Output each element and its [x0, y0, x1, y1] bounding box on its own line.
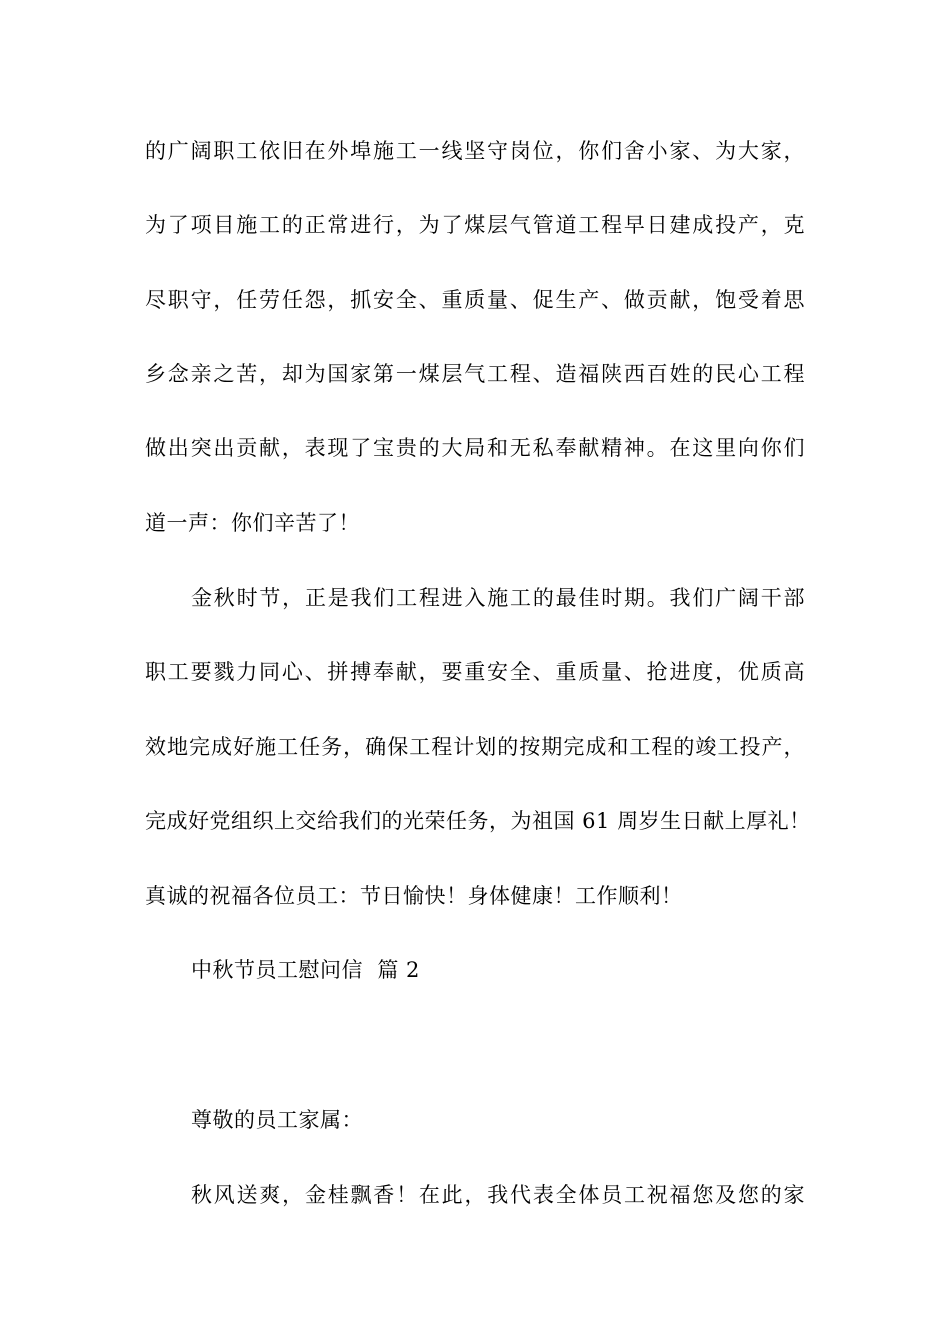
salutation: 尊敬的员工家属：: [191, 1108, 363, 1132]
paragraph-line: 尽职守，任劳任怨，抓安全、重质量、促生产、做贡献，饱受着思: [145, 288, 805, 312]
paragraph-line: 乡念亲之苦，却为国家第一煤层气工程、造福陕西百姓的民心工程: [145, 362, 805, 386]
paragraph-line: 秋风送爽，金桂飘香！在此，我代表全体员工祝福您及您的家: [191, 1183, 805, 1207]
paragraph-line: 职工要戮力同心、拼搏奉献，要重安全、重质量、抢进度，优质高: [145, 660, 805, 684]
paragraph-line: 金秋时节，正是我们工程进入施工的最佳时期。我们广阔干部: [191, 586, 805, 610]
paragraph-line: 效地完成好施工任务，确保工程计划的按期完成和工程的竣工投产，: [145, 735, 805, 759]
paragraph-line: 为了项目施工的正常进行，为了煤层气管道工程早日建成投产，克: [145, 213, 805, 237]
section-heading: 中秋节员工慰问信 篇 2: [191, 958, 420, 982]
paragraph-line: 道一声：你们辛苦了！: [145, 511, 360, 535]
paragraph-line: 的广阔职工依旧在外埠施工一线坚守岗位，你们舍小家、为大家，: [145, 139, 805, 163]
paragraph-line: 完成好党组织上交给我们的光荣任务，为祖国 61 周岁生日献上厚礼！: [145, 809, 811, 833]
paragraph-line: 真诚的祝福各位员工：节日愉快！身体健康！工作顺利！: [145, 884, 683, 908]
paragraph-line: 做出突出贡献，表现了宝贵的大局和无私奉献精神。在这里向你们: [145, 436, 805, 460]
